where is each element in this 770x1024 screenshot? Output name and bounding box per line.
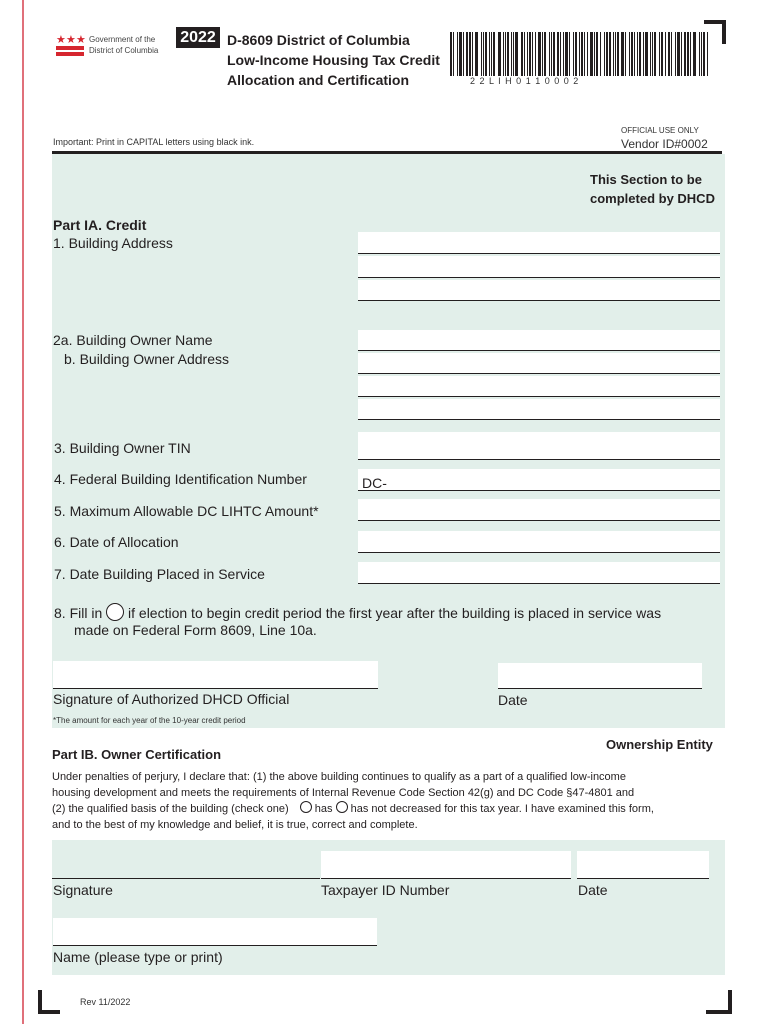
dhcd-note-line2: completed by DHCD (590, 191, 715, 206)
federal-bin-field[interactable] (358, 469, 720, 491)
declaration-line1: Under penalties of perjury, I declare that: (1) the above building continues to qualify as a part of a qualified low-income (52, 771, 626, 783)
declaration-line2: housing development and meets the requirements of Internal Revenue Code Section 42(g) and DC Code §47-4801 and (52, 787, 635, 799)
taxpayer-id-field[interactable] (321, 851, 571, 879)
part-ib-heading: Part IB. Owner Certification (52, 747, 222, 762)
allocation-date-label: 6. Date of Allocation (54, 534, 179, 550)
vendor-id: Vendor ID#0002 (621, 137, 708, 151)
election-label-rest: if election to begin credit period the first year after the building is placed in service was (128, 605, 662, 621)
dhcd-note-line1: This Section to be (590, 172, 702, 187)
part-ia-heading: Part IA. Credit (53, 217, 147, 233)
year-badge: 2022 (176, 27, 220, 48)
has-radio[interactable] (300, 801, 312, 813)
barcode-text: 2 2 L I H 0 1 1 0 0 0 2 (470, 76, 580, 86)
election-label-start: 8. Fill in (54, 605, 103, 621)
placed-in-service-field[interactable] (358, 562, 720, 584)
declaration-line3-end: has not decreased for this tax year. I have examined this form, (350, 803, 654, 815)
has-label: has (314, 803, 333, 815)
dhcd-signature-field[interactable] (53, 661, 378, 689)
declaration-line3-start: (2) the qualified basis of the building (check one) (52, 803, 289, 815)
has-not-radio[interactable] (336, 801, 348, 813)
flag-bar (56, 46, 84, 50)
print-instruction: Important: Print in CAPITAL letters using black ink. (53, 137, 255, 147)
owner-tin-field[interactable] (358, 432, 720, 460)
federal-bin-label: 4. Federal Building Identification Number (54, 471, 307, 487)
dhcd-note (590, 170, 715, 208)
election-radio[interactable] (106, 603, 124, 621)
title-line-3: Allocation and Certification (227, 72, 410, 88)
taxpayer-id-label: Taxpayer ID Number (321, 882, 450, 898)
certification-declaration (52, 769, 654, 833)
owner-name-print-label: Name (please type or print) (53, 949, 223, 965)
official-use-label: OFFICIAL USE ONLY (621, 126, 699, 135)
corner-mark-top-right-vert (722, 20, 726, 44)
election-label-line2: made on Federal Form 8609, Line 10a. (74, 622, 317, 638)
owner-tin-label: 3. Building Owner TIN (54, 440, 191, 456)
declaration-line3 (52, 801, 654, 817)
dhcd-date-label: Date (498, 692, 528, 708)
federal-bin-prefix: DC- (362, 475, 387, 491)
title-line-1: D-8609 District of Columbia (227, 32, 410, 48)
revision-label: Rev 11/2022 (80, 997, 131, 1007)
footnote: *The amount for each year of the 10-year credit period (53, 716, 246, 725)
max-lihtc-label: 5. Maximum Allowable DC LIHTC Amount* (54, 503, 319, 519)
owner-date-label: Date (578, 882, 608, 898)
election-item (54, 603, 661, 622)
agency-name-line2: District of Columbia (89, 46, 159, 55)
owner-name-field[interactable] (358, 330, 720, 351)
building-address-line3-field[interactable] (358, 280, 720, 301)
form-title (227, 30, 440, 90)
owner-name-label: 2a. Building Owner Name (53, 332, 213, 348)
max-lihtc-field[interactable] (358, 499, 720, 521)
placed-in-service-label: 7. Date Building Placed in Service (54, 566, 265, 582)
owner-signature-label: Signature (53, 882, 113, 898)
building-address-label: 1. Building Address (53, 235, 173, 251)
owner-address-line3-field[interactable] (358, 399, 720, 420)
margin-line (22, 0, 24, 1024)
ownership-entity-label: Ownership Entity (606, 737, 713, 752)
flag-bar (56, 52, 84, 56)
building-address-line2-field[interactable] (358, 256, 720, 278)
corner-mark-bottom-right-vert (728, 990, 732, 1014)
agency-name-line1: Government of the (89, 35, 156, 44)
dhcd-signature-label: Signature of Authorized DHCD Official (53, 691, 290, 707)
corner-mark-bottom-left-horiz (38, 1010, 60, 1014)
owner-signature-field[interactable] (52, 851, 320, 879)
owner-date-field[interactable] (577, 851, 709, 879)
title-line-2: Low-Income Housing Tax Credit (227, 52, 440, 68)
dhcd-date-field[interactable] (498, 663, 702, 689)
owner-address-line2-field[interactable] (358, 376, 720, 397)
star-icon: ★ (76, 34, 86, 46)
owner-name-print-field[interactable] (53, 918, 377, 946)
declaration-line4: and to the best of my knowledge and belief, it is true, correct and complete. (52, 819, 418, 831)
owner-address-line1-field[interactable] (358, 353, 720, 374)
allocation-date-field[interactable] (358, 531, 720, 553)
building-address-line1-field[interactable] (358, 232, 720, 254)
owner-address-label: b. Building Owner Address (64, 351, 229, 367)
star-icon: ★ (56, 34, 66, 46)
star-icon: ★ (66, 34, 76, 46)
barcode (450, 32, 712, 76)
